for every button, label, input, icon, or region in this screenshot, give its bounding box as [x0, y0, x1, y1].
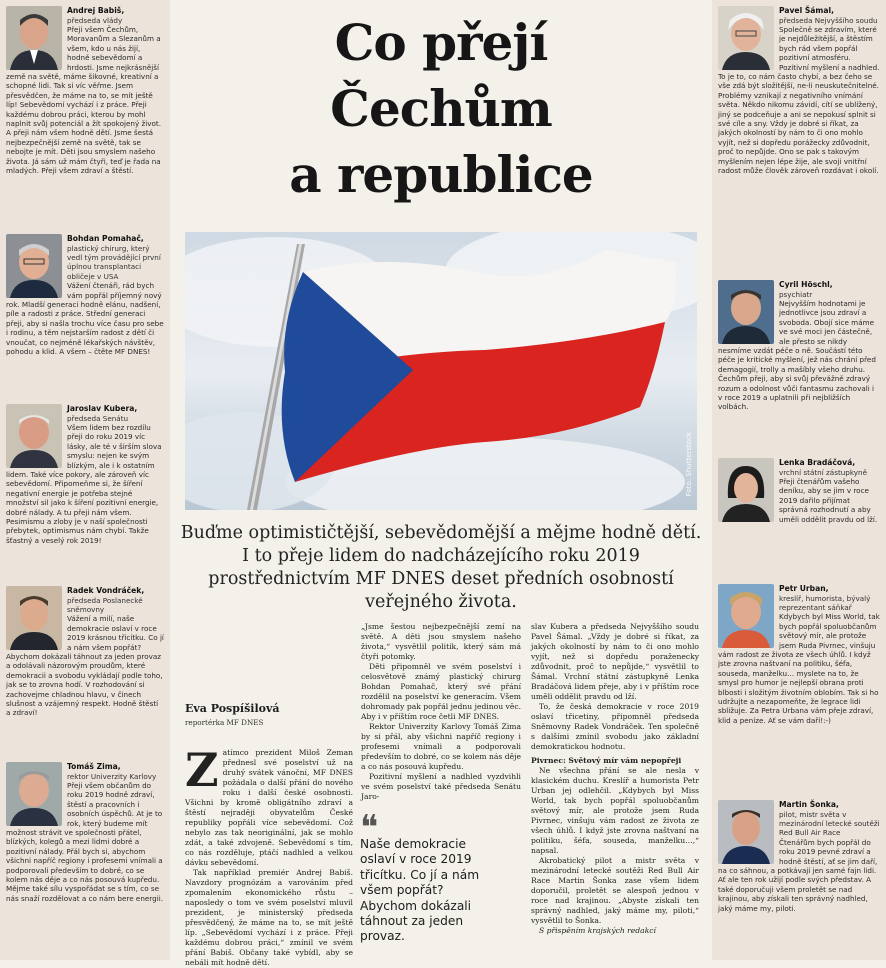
- person-name: Bohdan Pomahač,: [67, 234, 144, 243]
- headline: [175, 10, 707, 208]
- headline-line: Co přejí: [334, 13, 548, 72]
- person-wish: Nejvyšším hodnotami je jednotlivce jsou zdraví a svoboda. Obojí sice máme ve své moci jen částečně, ale přesto se nikdy nesmíme vzdát péče o ně. Součástí této péče je kritické myšlení, jež nás chrání před demagogií, trolly a mašíbly všeho druhu. Čechům přeji, aby si svůj převážně zdravý rozum a odolnost vůči fantasmu zachovali i v roce 2019 a uplatnili při nejbližších volbách.: [718, 299, 876, 412]
- article-column-2: [361, 622, 521, 802]
- person-name: Lenka Bradáčová,: [779, 458, 856, 467]
- author-role: reportérka MF DNES: [185, 718, 264, 727]
- lead-line: veřejného života.: [365, 592, 517, 612]
- headline-line: Čechům: [330, 79, 552, 138]
- wish-card-bradacova: [718, 458, 880, 578]
- person-wish: Čtenářům bych popřál do roku 2019 pevné zdraví a hodně štěstí, ať se jim daří, na co sáhnou, a potkávají jen samé fajn lidi. Ať ale ten rok užijí podle svých představ. A také doporučuji všem proletět se nad krajinou, aby získali ten správný nadhled, jaký máme my, piloti.: [718, 837, 878, 913]
- person-wish: Přeji všem občanům do roku 2019 hodně zdraví, štěstí a pracovních i osobních úspěchů. At je to rok, který budeme mít možnost strávit ve společnosti přátel, blízkých, kolegů a mezi lidmi dobré a pozitivní nálady. Přál bych si, abychom všichni napříč regiony i profesemi vnímali a podporovali především to dobré, co se kolem nás děje a co nás posouvá kupředu. Mějme také sílu vyspořádat se s tím, co se nás snaží rozdělovat a co nám bere energii.: [6, 781, 163, 903]
- avatar-vondracek: [6, 586, 62, 650]
- person-role: předseda Poslanecké sněmovny: [67, 595, 143, 614]
- article-paragraph: Zatímco prezident Miloš Zeman přednesl své poselství už na druhý svátek vánoční, MF DNES požádala o další přání do nového roku i další české osobnosti. Všichni by kromě obligátního zdraví a štěstí nejraději obyvatelům České republiky popřáli více sebevědomí. Což nebylo zas tak neoriginální, jak se mohlo zdát, a také zdvojeně. Sebevědomí s tím, co nás rozděluje, ptáčí nadhled a velkou dávku sebevědomí.: [185, 743, 353, 867]
- person-role: předseda Senátu: [67, 413, 129, 423]
- pull-quote: [360, 808, 495, 945]
- person-role: rektor Univerzity Karlovy: [67, 771, 157, 781]
- person-name: Jaroslav Kubera,: [67, 404, 138, 413]
- person-role: psychiatr: [779, 289, 813, 299]
- avatar-sonka: [718, 800, 774, 864]
- person-name: Petr Urban,: [779, 584, 829, 593]
- photo-credit: Foto: Shutterstock: [685, 431, 693, 496]
- wish-card-samal: [718, 6, 880, 274]
- byline: [185, 702, 345, 727]
- article-paragraph: „Jsme šestou nejbezpečnější zemí na světě. A děti jsou smyslem našeho života,“ vysvětlil politik, který sám má čtyři potomky.: [361, 622, 521, 661]
- headline-line: a republice: [289, 145, 593, 204]
- lead-line: prostřednictvím MF DNES deset předních osobností: [208, 569, 674, 589]
- right-sidebar: [712, 0, 886, 960]
- person-role: předseda Nejvyššího soudu: [779, 15, 878, 25]
- person-role: kreslíř, humorista, bývalý reprezentant sáňkař: [779, 593, 871, 612]
- avatar-bradacova: [718, 458, 774, 522]
- wish-card-sonka: [718, 800, 880, 913]
- article-note: S přispěním krajských redakcí: [539, 926, 656, 935]
- person-wish: Přeji všem Čechům, Moravanům a Slezanům a všem, kdo u nás žijí, hodně sebevědomí a hrdosti. Jsme nejkrásnější země na světě, máme šikovné, kreativní a schopné lidi. Tak si víc věřme. Jsem přesvědčen, že máme na to, se mít ještě líp! Sebevědomí vychází i z práce. Přeji každému dobrou práci, kterou by mohl naplnit svůj potenciál a žít spokojený život. A přeji nám všem hodně dětí. Jsme šestá nejbezpečnější země na světě, tak se nebojte je mít. Děti jsou smyslem našeho života. Já sám už mám čtyři, teď je řada na mladých. Přeji všem zdraví a štěstí.: [6, 25, 162, 176]
- person-wish: Společně se zdravím, které je nejdůležitější, a štěstím bych rád všem popřál pozitivní atmosféru. Pozitivní myšlení a nadhled. To je to, co nám často chybí, a bez čeho se vše zdá být složitější, ne-li neuskutečnitelné. Problémy vznikají z negativního vnímání světa. Někdo nikomu závidí, cítí se ublížený, jiný se podceňuje a ani se nepokusí splnit si své cíle a sny. Vždy je dobré si říkat, za jakých okolností by nám to či ono mohlo vyjít, než si dopředu porážecky zdůvodnit, proč to nepůjde. Ono se pak s takovým myšlením nejen lépe žije, ale svoji vnitřní radost může člověk zároveň rozdávat i okolí.: [718, 25, 880, 176]
- person-role: pilot, mistr světa v mezinárodní letecké soutěži Red Bull Air Race: [779, 809, 880, 838]
- person-wish: Přeji čtenářům vašeho deníku, aby se jim v roce 2019 dařilo přijímat správná rozhodnutí a aby uměli oddělit pravdu od lží.: [779, 477, 878, 524]
- wish-card-vondracek: [6, 586, 164, 756]
- avatar-babis: [6, 6, 62, 70]
- wish-card-babis: [6, 6, 164, 228]
- avatar-urban: [718, 584, 774, 648]
- czech-flag-image: [185, 232, 697, 510]
- person-role: vrchní státní zástupkyně: [779, 467, 868, 477]
- article-paragraph: slav Kubera a předseda Nejvyššího soudu Pavel Šámal. „Vždy je dobré si říkat, za jakých okolností by nám to či ono mohlo vyjít, než si dopředu poraženecky zdůvodnit, proč to nepůjde,“ vysvětlil to Šámal. Vrchní státní zástupkyně Lenka Bradáčová lidem přeje, aby i v příštím roce uměli oddělit pravdu od lží.: [531, 622, 699, 701]
- person-role: předseda vlády: [67, 15, 123, 25]
- avatar-samal: [718, 6, 774, 70]
- lead-paragraph: [175, 522, 707, 614]
- quote-mark-icon: ❝: [360, 808, 379, 848]
- article-paragraph: Pozitivní myšlení a nadhled vyzdvihli ve svém poselství také předseda Senátu Jaro-: [361, 772, 521, 801]
- article-subheading: Pivrnec: Světový mír vám nepopřeji: [531, 756, 682, 765]
- article-paragraph: Tak například premiér Andrej Babiš. Navzdory prognózám a varováním před zpomalením ekonomického růstu – naposledy o tom ve svém poselství mluvil prezident, je ministerský předseda přesvědčený, že máme na to, se mít ještě líp. „Sebevědomí vychází i z práce. Přeji každému dobrou práci,“ zmínil ve svém přání Babiš. Občany také vybídl, aby se nebáli mít hodně dětí.: [185, 868, 353, 967]
- flag-photo: [185, 232, 697, 510]
- article-column-3: [531, 622, 699, 936]
- person-wish: Vážení čtenáři, rád bych vám popřál příjemný nový rok. Mladší generaci hodně elánu, nadšení, píle a radosti z práce. Střední generaci přeji, aby si našla trochu více času pro sebe i rodinu, a těm nejstarším radost z dětí či vnoučat, co nejméně lékařských návštěv, pohodu a klid. A všem – čtěte MF DNES!: [6, 281, 164, 357]
- article-paragraph: Ne všechna přání se ale nesla v klasickém duchu. Kreslíř a humorista Petr Urban jej odlehčil. „Kdybych byl Miss World, tak bych popřál spoluobčanům světový mír, ale protože jsem Ruda Pivrnec, vinšuju vám radost ze života ze všech úhlů. I když jste zrovna naštvaní na politiku, šéfa, souseda, manželku…,“ napsal.: [531, 766, 699, 855]
- avatar-kubera: [6, 404, 62, 468]
- article-paragraph: Akrobatický pilot a mistr světa v mezinárodní letecké soutěži Red Bull Air Race Martin Šonka zase všem lidem doporučil, proletět se alespoň jednou v roce nad krajinou. „Abyste získali ten správný nadhled, jaký máme my, piloti,“ vysvětlil to Šonka.: [531, 856, 699, 925]
- dropcap: Z: [185, 743, 219, 797]
- article-paragraph: Děti připomněl ve svém poselství i celosvětově známý plastický chirurg Bohdan Pomahač, který své přání rozdělil na poselství ke generacím. Všem dohromady pak popřál jednu jedinou věc. Aby i v příštím roce četli MF DNES.: [361, 662, 521, 721]
- pull-quote-text: Naše demokracie oslaví v roce 2019 třicítku. Co jí a nám všem popřát? Abychom dokázali táhnout za jeden provaz.: [360, 837, 480, 944]
- left-sidebar: [0, 0, 170, 960]
- person-wish: Vážení a milí, naše demokracie oslaví v roce 2019 krásnou třicítku. Co jí a nám všem popřát? Abychom dokázali táhnout za jeden provaz a odolávali názorovým proudům, které demokracii a svobodu vykládají podle toho, jak se to zrovna hodí. V rozhodování si zachovejme chladnou hlavu, v činech slušnost a vzájemný respekt. Hodně štěstí a zdraví!: [6, 614, 164, 718]
- person-name: Pavel Šámal,: [779, 6, 834, 15]
- article-column-1: [185, 743, 353, 968]
- lead-line: I to přeje lidem do nadcházejícího roku 2019: [242, 546, 640, 566]
- wish-card-urban: [718, 584, 880, 794]
- lead-line: Buďme optimističtější, sebevědomější a mějme hodně dětí.: [180, 523, 702, 543]
- wish-card-pomahac: [6, 234, 164, 398]
- main-article: [175, 0, 707, 967]
- avatar-hoschl: [718, 280, 774, 344]
- wish-card-kubera: [6, 404, 164, 580]
- avatar-pomahac: [6, 234, 62, 298]
- wish-card-hoschl: [718, 280, 880, 452]
- person-name: Cyril Höschl,: [779, 280, 833, 289]
- person-name: Radek Vondráček,: [67, 586, 145, 595]
- article-paragraph: To, že česká demokracie v roce 2019 oslaví třicetiny, připomněl předseda Sněmovny Radek Vondráček. Ten společně s dalšími zmínil svobodu jako základní demokratickou hodnotu.: [531, 702, 699, 751]
- author-name: Eva Pospíšilová: [185, 702, 280, 715]
- article-paragraph: Rektor Univerzity Karlovy Tomáš Zima by si přál, aby všichni napříč regiony i profesemi vnímali a podporovali především to dobré, co se kolem nás děje a co nás posouvá kupředu.: [361, 722, 521, 771]
- person-role: plastický chirurg, který vedl tým provádějící první úplnou transplantaci obličeje v USA: [67, 243, 161, 281]
- person-name: Tomáš Zima,: [67, 762, 121, 771]
- avatar-zima: [6, 762, 62, 826]
- person-wish: Kdybych byl Miss World, tak bych popřál spoluobčanům světový mír, ale protože jsem Ruda Pivrnec, vinšuju vám radost ze života ze všech úhlů. I když jste zrovna naštvaní na politiku, šéfa, souseda, manželku… myslete na to, že smysl pro humor je nejlepší obrana proti blbosti i složitým životním oblobím. Tak si ho udržujte a nezapomeňte, že legrace lidi sbližuje. Za Petra Urbana vám přeje zdraví, klid a peníze. Ať se vám daří!:-): [718, 612, 880, 725]
- person-wish: Všem lidem bez rozdílu přeji do roku 2019 víc lásky, ale té v širším slova smyslu: nejen ke svým blízkým, ale i k ostatním lidem. Také více pokory, ale zároveň víc sebevědomí. Připomeňme si, že šíření negativní energie je potřeba stejné množství sil jako k šíření pozitivní energie, dobré nálady. A tu přeji nám všem. Pesimismu a zloby je v naší společnosti přebytek, optimismus nám chybí. Takže šťastný a veselý rok 2019!: [6, 423, 162, 545]
- wish-card-zima: [6, 762, 164, 903]
- person-name: Martin Šonka,: [779, 800, 839, 809]
- person-name: Andrej Babiš,: [67, 6, 125, 15]
